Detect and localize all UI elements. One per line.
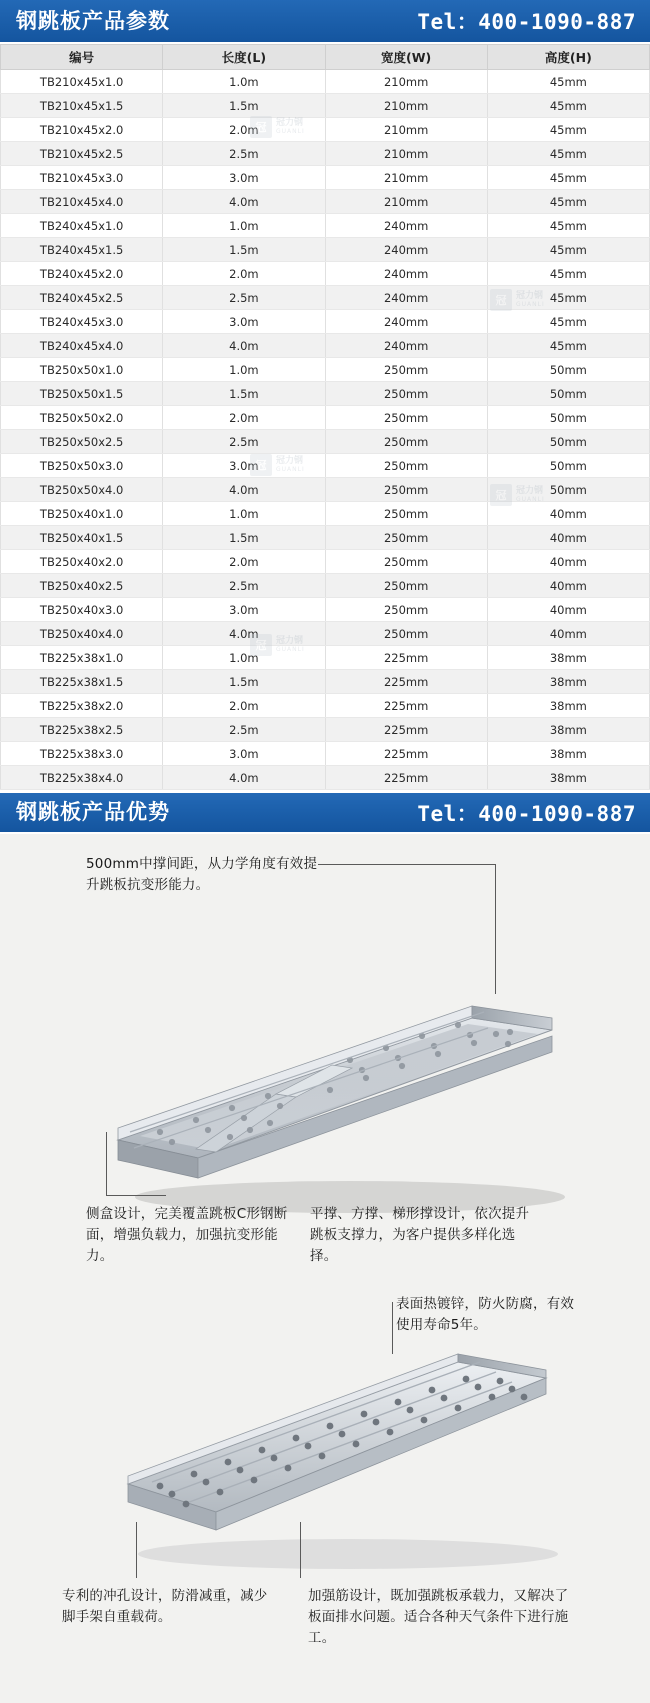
watermark-text: 冠力钢 GUANLI	[276, 456, 305, 473]
cell-code: TB225x38x2.0	[1, 694, 163, 718]
cell-code: TB250x40x1.0	[1, 502, 163, 526]
table-row	[1, 478, 650, 502]
cell-length: 2.0m	[163, 262, 325, 286]
cell-code: TB225x38x3.0	[1, 742, 163, 766]
cell-width: 250mm	[325, 406, 487, 430]
params-section-header	[0, 0, 650, 44]
callout-support-types: 平撑、方撑、梯形撑设计，依次提升跳板支撑力，为客户提供多样化选择。	[310, 1206, 530, 1264]
cell-code: TB240x45x1.0	[1, 214, 163, 238]
cell-width: 250mm	[325, 598, 487, 622]
cell-code: TB210x45x4.0	[1, 190, 163, 214]
cell-width: 240mm	[325, 286, 487, 310]
cell-width: 250mm	[325, 574, 487, 598]
cell-height: 45mm	[487, 310, 649, 334]
cell-height: 40mm	[487, 550, 649, 574]
cell-code: TB210x45x2.0	[1, 118, 163, 142]
cell-length: 3.0m	[163, 166, 325, 190]
cell-height: 50mm	[487, 454, 649, 478]
params-section-title: 钢跳板产品参数	[16, 8, 170, 33]
cell-width: 225mm	[325, 718, 487, 742]
cell-height: 40mm	[487, 598, 649, 622]
cell-length: 2.5m	[163, 574, 325, 598]
advantages-section-phone: Tel：400-1090-887	[417, 801, 636, 826]
cell-code: TB240x45x2.5	[1, 286, 163, 310]
cell-code: TB250x50x2.0	[1, 406, 163, 430]
cell-height: 45mm	[487, 94, 649, 118]
cell-code: TB250x40x1.5	[1, 526, 163, 550]
cell-width: 250mm	[325, 358, 487, 382]
cell-height: 45mm	[487, 118, 649, 142]
plank-svg-bottom	[108, 1334, 568, 1594]
cell-width: 240mm	[325, 214, 487, 238]
cell-length: 4.0m	[163, 334, 325, 358]
cell-height: 45mm	[487, 262, 649, 286]
cell-height: 45mm	[487, 286, 649, 310]
table-row	[1, 526, 650, 550]
cell-width: 210mm	[325, 118, 487, 142]
cell-code: TB250x40x3.0	[1, 598, 163, 622]
table-row	[1, 742, 650, 766]
cell-width: 210mm	[325, 190, 487, 214]
cell-code: TB240x45x3.0	[1, 310, 163, 334]
cell-height: 38mm	[487, 718, 649, 742]
cell-width: 240mm	[325, 310, 487, 334]
cell-width: 240mm	[325, 334, 487, 358]
table-row	[1, 502, 650, 526]
cell-height: 38mm	[487, 646, 649, 670]
cell-width: 225mm	[325, 646, 487, 670]
callout-center-support: 500mm中撑间距，从力学角度有效提升跳板抗变形能力。	[86, 856, 318, 893]
cell-length: 1.5m	[163, 238, 325, 262]
spec-table-wrapper	[0, 44, 650, 790]
cell-width: 210mm	[325, 166, 487, 190]
col-header-height: 高度(H)	[487, 45, 649, 70]
table-row	[1, 766, 650, 790]
cell-length: 2.5m	[163, 142, 325, 166]
cell-height: 40mm	[487, 622, 649, 646]
advantages-section-title: 钢跳板产品优势	[16, 800, 170, 824]
cell-width: 250mm	[325, 622, 487, 646]
table-row	[1, 550, 650, 574]
cell-code: TB225x38x4.0	[1, 766, 163, 790]
cell-width: 250mm	[325, 526, 487, 550]
cell-length: 2.5m	[163, 430, 325, 454]
spec-table-body	[1, 70, 650, 790]
spec-table	[0, 44, 650, 790]
watermark-badge: 冠	[250, 116, 272, 138]
params-section-phone: Tel：400-1090-887	[417, 10, 636, 34]
leader-line	[300, 1522, 301, 1578]
cell-code: TB250x40x2.5	[1, 574, 163, 598]
cell-code: TB240x45x4.0	[1, 334, 163, 358]
table-row	[1, 406, 650, 430]
steel-plank-illustration-top	[100, 982, 570, 1232]
plank-svg-top	[100, 982, 570, 1232]
cell-code: TB240x45x2.0	[1, 262, 163, 286]
cell-height: 38mm	[487, 766, 649, 790]
leader-line	[495, 864, 496, 994]
table-row	[1, 166, 650, 190]
cell-length: 1.0m	[163, 502, 325, 526]
cell-width: 225mm	[325, 742, 487, 766]
watermark-text: 冠力钢 GUANLI	[276, 118, 305, 135]
table-row	[1, 94, 650, 118]
watermark-badge: 冠	[250, 634, 272, 656]
cell-width: 225mm	[325, 694, 487, 718]
cell-width: 250mm	[325, 478, 487, 502]
table-row	[1, 694, 650, 718]
cell-width: 225mm	[325, 670, 487, 694]
cell-code: TB225x38x2.5	[1, 718, 163, 742]
cell-height: 45mm	[487, 334, 649, 358]
table-row	[1, 118, 650, 142]
steel-plank-illustration-bottom	[108, 1334, 568, 1594]
cell-length: 4.0m	[163, 190, 325, 214]
table-row	[1, 598, 650, 622]
callout-punch-design: 专利的冲孔设计，防滑减重，减少脚手架自重载荷。	[62, 1588, 268, 1625]
cell-width: 210mm	[325, 70, 487, 94]
cell-height: 40mm	[487, 526, 649, 550]
table-row	[1, 358, 650, 382]
watermark-text: 冠力钢 GUANLI	[276, 636, 305, 653]
cell-length: 1.5m	[163, 670, 325, 694]
cell-length: 3.0m	[163, 742, 325, 766]
cell-length: 3.0m	[163, 310, 325, 334]
cell-width: 225mm	[325, 766, 487, 790]
cell-length: 1.0m	[163, 358, 325, 382]
cell-length: 1.0m	[163, 646, 325, 670]
table-row	[1, 670, 650, 694]
cell-width: 250mm	[325, 502, 487, 526]
cell-code: TB240x45x1.5	[1, 238, 163, 262]
cell-length: 1.5m	[163, 382, 325, 406]
cell-height: 50mm	[487, 382, 649, 406]
table-row	[1, 382, 650, 406]
table-row	[1, 574, 650, 598]
cell-height: 45mm	[487, 190, 649, 214]
table-row	[1, 454, 650, 478]
cell-width: 210mm	[325, 94, 487, 118]
table-row	[1, 334, 650, 358]
cell-width: 240mm	[325, 238, 487, 262]
leader-line	[136, 1522, 137, 1578]
cell-length: 1.0m	[163, 214, 325, 238]
cell-length: 4.0m	[163, 478, 325, 502]
table-row	[1, 622, 650, 646]
table-row	[1, 310, 650, 334]
watermark-badge: 冠	[490, 484, 512, 506]
cell-height: 50mm	[487, 430, 649, 454]
cell-height: 50mm	[487, 358, 649, 382]
cell-height: 50mm	[487, 478, 649, 502]
advantages-body	[0, 834, 650, 1703]
watermark-badge: 冠	[490, 289, 512, 311]
cell-height: 45mm	[487, 70, 649, 94]
table-row	[1, 718, 650, 742]
cell-height: 40mm	[487, 574, 649, 598]
cell-width: 250mm	[325, 454, 487, 478]
callout-side-box-design: 侧盒设计，完美覆盖跳板C形钢断面，增强负载力，加强抗变形能力。	[86, 1206, 288, 1264]
watermark-text: 冠力钢 GUANLI	[516, 486, 545, 503]
cell-height: 38mm	[487, 694, 649, 718]
callout-reinforcement-rib: 加强筋设计，既加强跳板承载力，又解决了板面排水问题。适合各种天气条件下进行施工。	[308, 1588, 569, 1646]
cell-code: TB250x50x1.5	[1, 382, 163, 406]
table-header-row	[1, 45, 650, 70]
leader-line	[106, 1132, 107, 1196]
col-header-length: 长度(L)	[163, 45, 325, 70]
cell-height: 45mm	[487, 214, 649, 238]
table-row	[1, 430, 650, 454]
col-header-width: 宽度(W)	[325, 45, 487, 70]
leader-line	[106, 1195, 166, 1196]
cell-length: 2.0m	[163, 550, 325, 574]
callout-galvanized: 表面热镀锌，防火防腐，有效使用寿命5年。	[396, 1296, 575, 1333]
cell-height: 50mm	[487, 406, 649, 430]
cell-width: 210mm	[325, 142, 487, 166]
table-row	[1, 238, 650, 262]
leader-line	[318, 864, 496, 865]
cell-height: 45mm	[487, 238, 649, 262]
cell-width: 250mm	[325, 382, 487, 406]
cell-code: TB210x45x3.0	[1, 166, 163, 190]
cell-code: TB225x38x1.0	[1, 646, 163, 670]
cell-code: TB250x40x2.0	[1, 550, 163, 574]
cell-height: 40mm	[487, 502, 649, 526]
cell-code: TB250x50x4.0	[1, 478, 163, 502]
table-row	[1, 70, 650, 94]
table-row	[1, 190, 650, 214]
cell-height: 45mm	[487, 142, 649, 166]
cell-code: TB210x45x1.0	[1, 70, 163, 94]
cell-width: 250mm	[325, 550, 487, 574]
cell-width: 250mm	[325, 430, 487, 454]
table-row	[1, 214, 650, 238]
cell-code: TB250x50x3.0	[1, 454, 163, 478]
cell-code: TB250x50x1.0	[1, 358, 163, 382]
cell-length: 2.5m	[163, 286, 325, 310]
watermark-badge: 冠	[250, 454, 272, 476]
advantages-section-header	[0, 790, 650, 834]
table-row	[1, 646, 650, 670]
table-row	[1, 286, 650, 310]
cell-code: TB250x50x2.5	[1, 430, 163, 454]
table-row	[1, 142, 650, 166]
cell-code: TB210x45x1.5	[1, 94, 163, 118]
cell-height: 38mm	[487, 742, 649, 766]
col-header-code: 编号	[1, 45, 163, 70]
cell-length: 1.5m	[163, 94, 325, 118]
cell-length: 2.5m	[163, 718, 325, 742]
cell-code: TB250x40x4.0	[1, 622, 163, 646]
table-row	[1, 262, 650, 286]
cell-code: TB225x38x1.5	[1, 670, 163, 694]
cell-code: TB210x45x2.5	[1, 142, 163, 166]
cell-height: 38mm	[487, 670, 649, 694]
cell-length: 3.0m	[163, 454, 325, 478]
cell-length: 2.0m	[163, 118, 325, 142]
cell-length: 2.0m	[163, 406, 325, 430]
cell-height: 45mm	[487, 166, 649, 190]
cell-length: 2.0m	[163, 694, 325, 718]
cell-width: 240mm	[325, 262, 487, 286]
cell-length: 1.5m	[163, 526, 325, 550]
cell-length: 4.0m	[163, 766, 325, 790]
cell-length: 1.0m	[163, 70, 325, 94]
watermark-text: 冠力钢 GUANLI	[516, 291, 545, 308]
cell-length: 4.0m	[163, 622, 325, 646]
cell-length: 3.0m	[163, 598, 325, 622]
